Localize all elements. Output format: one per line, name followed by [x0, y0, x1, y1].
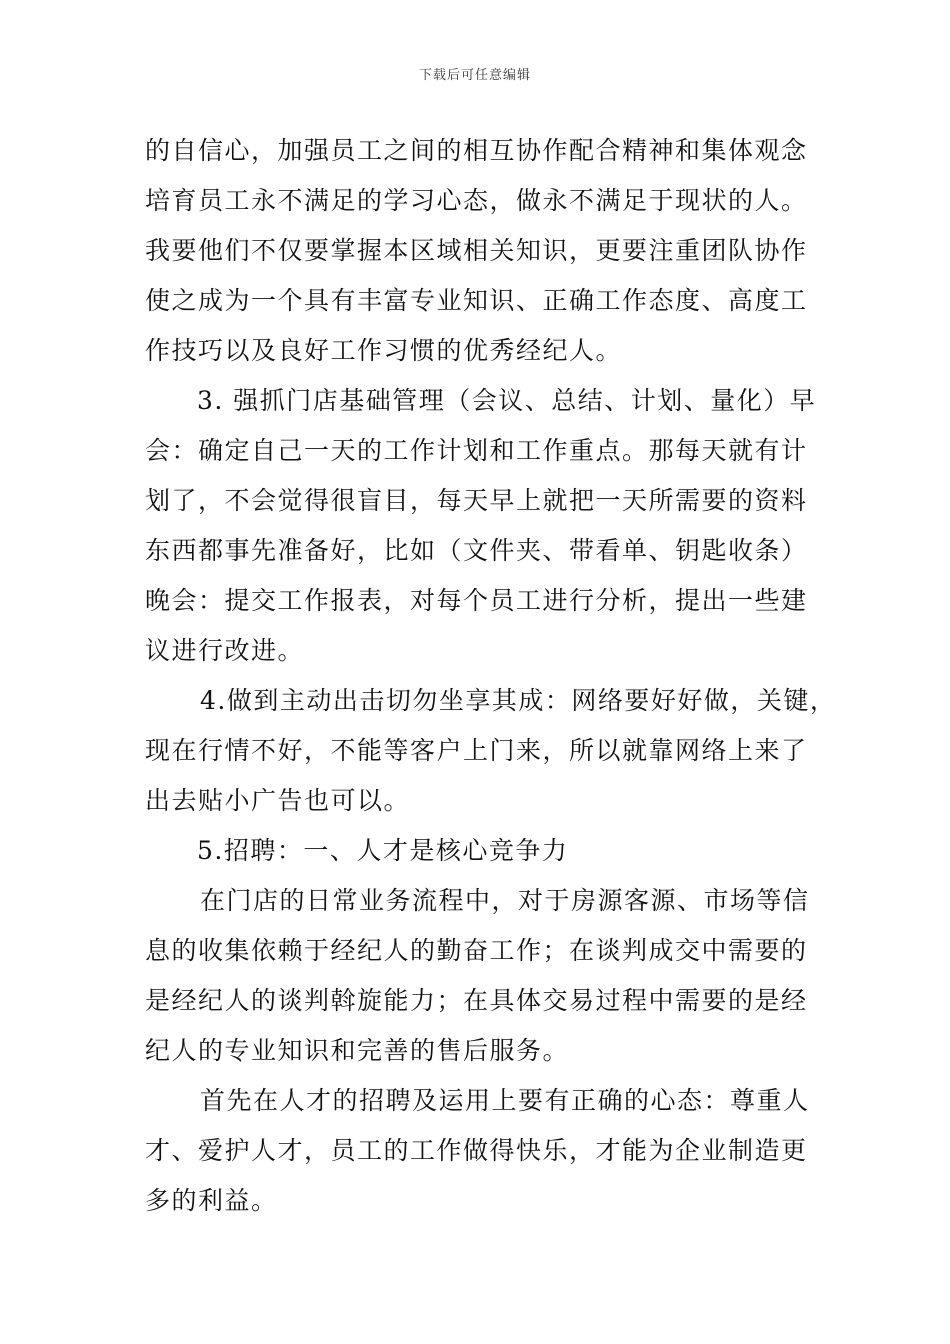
- text-line: 培育员工永不满足的学习心态，做永不满足于现状的人。: [145, 186, 808, 215]
- text-line: 使之成为一个具有丰富专业知识、正确工作态度、高度工: [145, 286, 808, 315]
- text-line: 划了，不会觉得很盲目，每天早上就把一天所需要的资料: [145, 486, 808, 515]
- text-line: 议进行改进。: [145, 636, 305, 665]
- text-line: 东西都事先准备好，比如（文件夹、带看单、钥匙收条）: [145, 536, 808, 565]
- paragraph-start: 首先在人才的招聘及运用上要有正确的心态：尊重人: [200, 1086, 810, 1115]
- section-heading-5: 5.招聘：一、人才是核心竞争力: [197, 836, 569, 865]
- section-heading-4: 4.做到主动出击切勿坐享其成：网络要好好做，关键，: [200, 686, 837, 715]
- text-line: 会：确定自己一天的工作计划和工作重点。那每天就有计: [145, 436, 808, 465]
- text-line: 是经纪人的谈判斡旋能力；在具体交易过程中需要的是经: [145, 986, 808, 1015]
- text-line: 纪人的专业知识和完善的售后服务。: [145, 1036, 570, 1065]
- text-line: 出去贴小广告也可以。: [145, 786, 411, 815]
- paragraph-start: 在门店的日常业务流程中，对于房源客源、市场等信: [200, 886, 810, 915]
- text-line: 我要他们不仅要掌握本区域相关知识，更要注重团队协作: [145, 236, 808, 265]
- text-line: 作技巧以及良好工作习惯的优秀经纪人。: [145, 336, 623, 365]
- text-line: 才、爱护人才，员工的工作做得快乐，才能为企业制造更: [145, 1136, 808, 1165]
- text-line: 现在行情不好，不能等客户上门来，所以就靠网络上来了: [145, 736, 808, 765]
- text-line: 多的利益。: [145, 1186, 278, 1215]
- text-line: 晚会：提交工作报表，对每个员工进行分析，提出一些建: [145, 586, 808, 615]
- page-header: 下载后可任意编辑: [418, 68, 531, 83]
- document-body: [145, 126, 837, 1226]
- text-line: 息的收集依赖于经纪人的勤奋工作；在谈判成交中需要的: [145, 936, 808, 965]
- section-heading-3: 3. 强抓门店基础管理（会议、总结、计划、量化）早: [197, 386, 817, 415]
- text-line: 的自信心，加强员工之间的相互协作配合精神和集体观念: [145, 136, 808, 165]
